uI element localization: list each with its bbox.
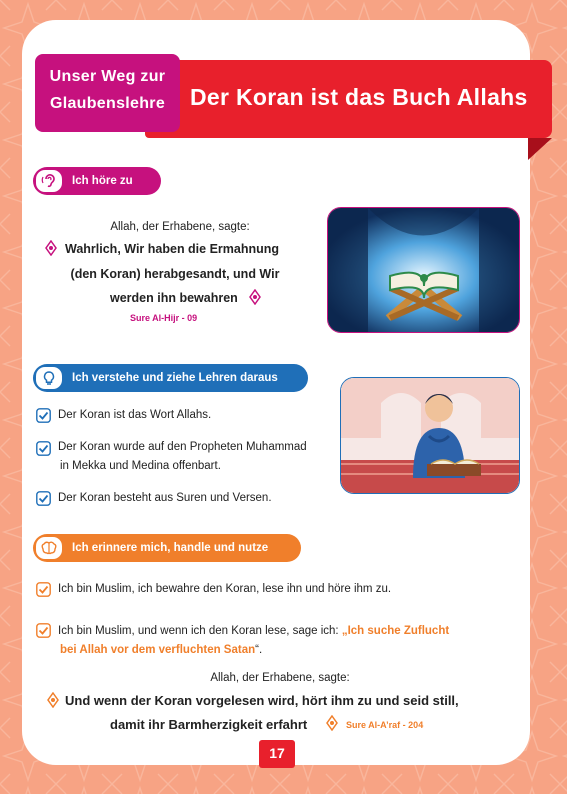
- section-heading-understand: [33, 364, 308, 392]
- section-heading-label: Ich verstehe und ziehe Lehren daraus: [72, 372, 278, 384]
- section-heading-remember: [33, 534, 301, 562]
- verse-line2: (den Koran) herabgesandt, und Wir: [70, 267, 280, 281]
- understand-item-3: Der Koran besteht aus Suren und Versen.: [58, 492, 272, 504]
- remember-item-2-line1: [58, 625, 449, 637]
- remember-item-2-quote-start: „Ich suche Zuflucht: [341, 625, 450, 637]
- lightbulb-icon: [36, 367, 62, 389]
- verse-line1: Wahrlich, Wir haben die Ermahnung: [65, 242, 280, 256]
- ornament-close-icon: [248, 289, 262, 305]
- section-heading-label: Ich höre zu: [72, 175, 133, 187]
- ear-icon: [36, 170, 62, 192]
- verse2-line1: Und wenn der Koran vorgelesen wird, hört ihm zu und seid still,: [65, 693, 459, 708]
- remember-item-2-prefix: Ich bin Muslim, und wenn ich den Koran lese, sage ich:: [58, 625, 339, 637]
- section-heading-listen: [33, 167, 161, 195]
- unit-tab-line1: Unser Weg zur: [49, 68, 166, 85]
- verse2-line2: damit ihr Barmherzigkeit erfahrt: [110, 717, 308, 732]
- unit-tab: [35, 54, 180, 132]
- page-number: 17: [259, 740, 295, 768]
- understand-item-2-line2: in Mekka und Medina offenbart.: [60, 460, 221, 472]
- understand-item-2-line1: Der Koran wurde auf den Propheten Muhammad: [58, 441, 307, 453]
- verse-line3: werden ihn bewahren: [110, 291, 238, 305]
- remember-item-2-close: “.: [255, 644, 263, 656]
- checkbox-checked-icon: [36, 623, 51, 638]
- boy-reading-illustration: [340, 377, 520, 494]
- checkbox-checked-icon: [36, 408, 51, 423]
- verse2-reference: Sure Al-A’raf - 204: [346, 720, 424, 730]
- remember-item-1: Ich bin Muslim, ich bewahre den Koran, lese ihn und höre ihm zu.: [58, 583, 392, 595]
- remember-item-2-quote-end: bei Allah vor dem verfluchten Satan: [60, 644, 256, 656]
- verse-reference: Sure Al-Hijr - 09: [130, 313, 198, 323]
- banner-fold: [528, 138, 552, 160]
- quran-stand-illustration: [327, 207, 520, 333]
- page-title: Der Koran ist das Buch Allahs: [190, 84, 528, 110]
- ornament-open-icon: [44, 240, 58, 256]
- quote-intro: Allah, der Erhabene, sagte:: [110, 221, 250, 233]
- ornament-open-icon: [46, 692, 60, 708]
- quote-intro-2: Allah, der Erhabene, sagte:: [210, 672, 350, 684]
- unit-tab-line2: Glaubenslehre: [49, 95, 166, 112]
- checkbox-checked-icon: [36, 441, 51, 456]
- checkbox-checked-icon: [36, 491, 51, 506]
- understand-item-1: Der Koran ist das Wort Allahs.: [58, 409, 212, 421]
- section-heading-label: Ich erinnere mich, handle und nutze: [72, 542, 269, 554]
- checkbox-checked-icon: [36, 582, 51, 597]
- brain-icon: [36, 537, 62, 559]
- ornament-close-icon: [325, 715, 339, 731]
- remember-item-2-line2: [60, 644, 262, 656]
